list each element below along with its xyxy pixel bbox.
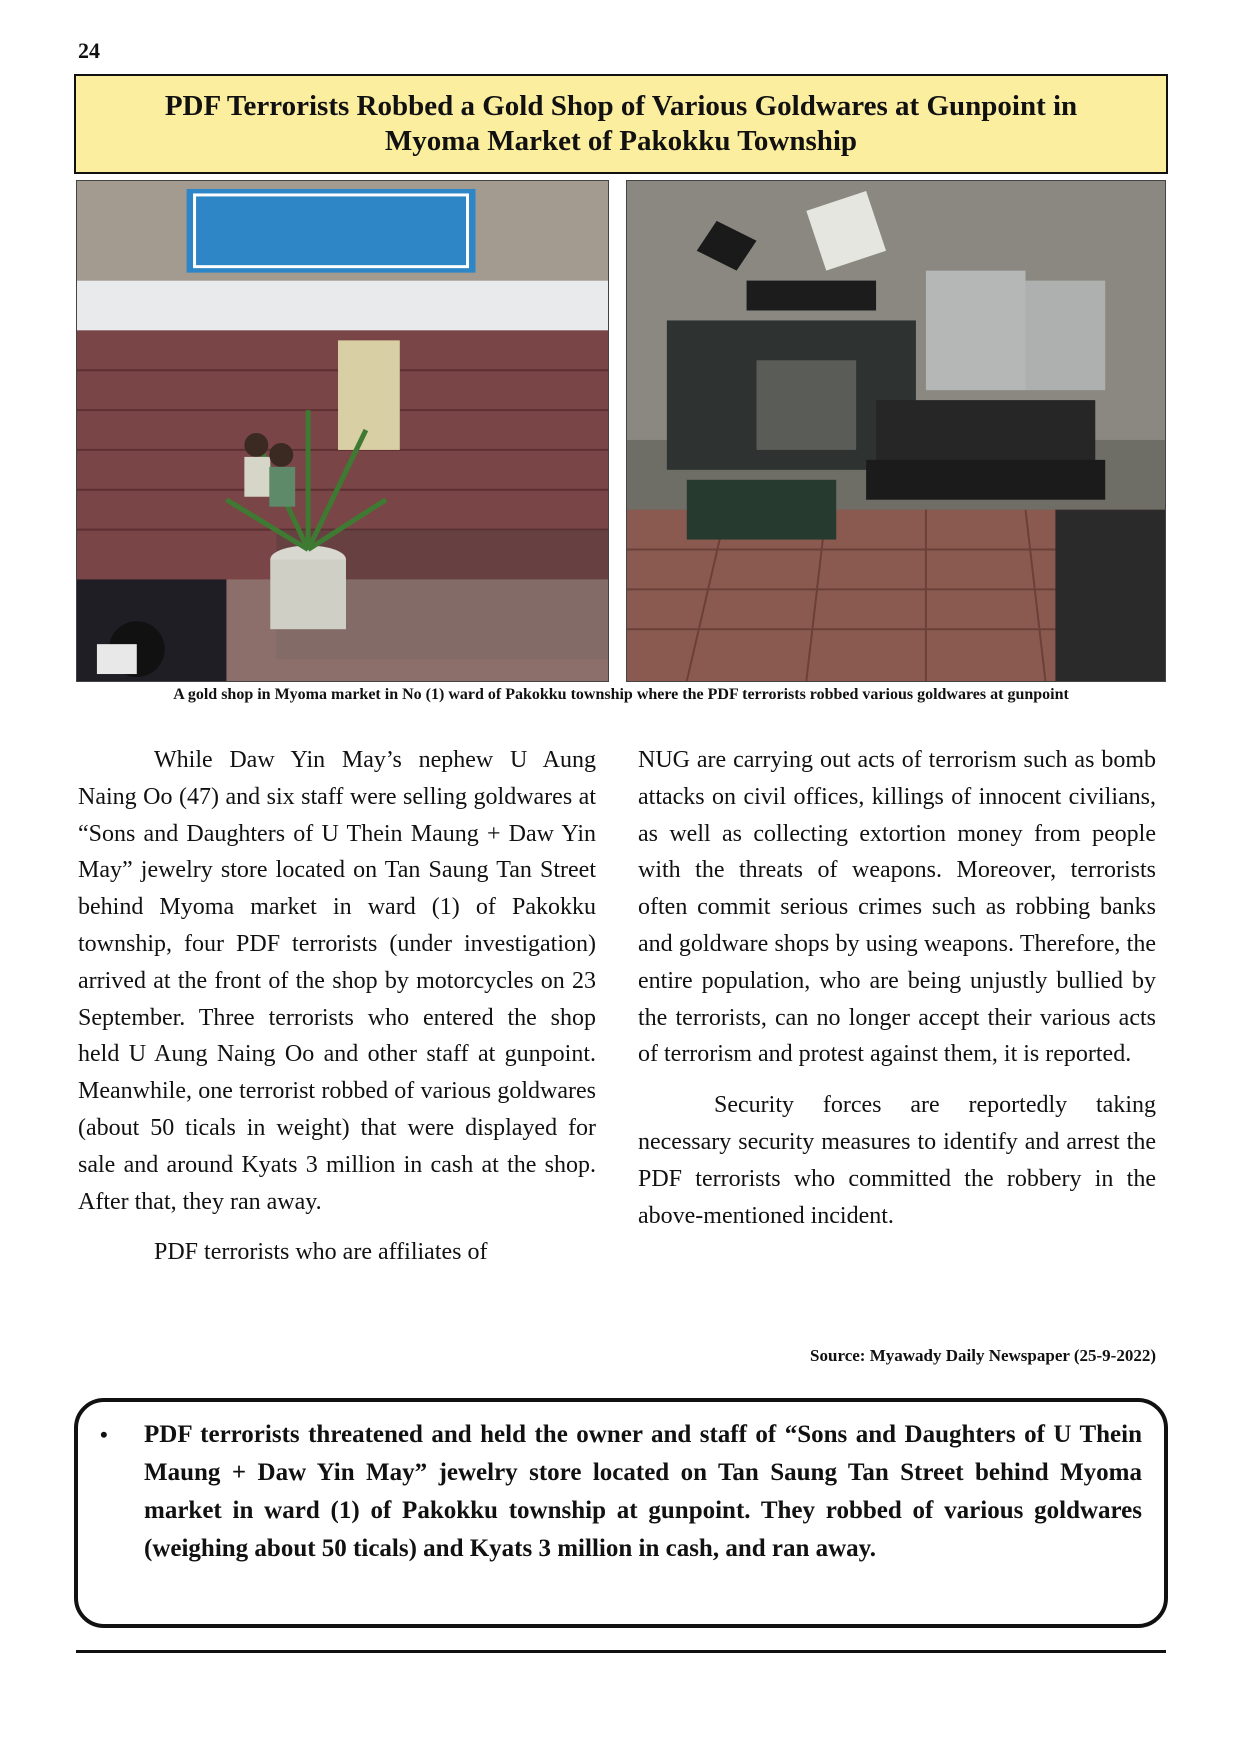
summary-box	[74, 1398, 1168, 1628]
article-column-right	[638, 742, 1156, 1234]
article-paragraph-1: While Daw Yin May’s nephew U Aung Naing Oo (47) and six staff were selling goldwares at “Sons and Daughters of U Thein Maung + Daw Yin May” jewelry store located on Tan Saung Tan Street behind Myoma market in ward (1) of Pakokku township, four PDF terrorists (under investigation) arrived at the front of the shop by motorcycles on 23 September. Three terrorists who entered the shop held U Aung Naing Oo and other staff at gunpoint. Meanwhile, one terrorist robbed of various goldwares (about 50 ticals in weight) that were displayed for sale and around Kyats 3 million in cash at the shop. After that, they ran away.	[78, 747, 596, 1215]
summary-item	[100, 1416, 1142, 1568]
article-paragraph-3: Security forces are reportedly taking necessary security measures to identify and arrest the PDF terrorists who committed the robbery in the above-mentioned incident.	[638, 1092, 1156, 1229]
headline: PDF Terrorists Robbed a Gold Shop of Various Goldwares at Gunpoint in Myoma Market of Pakokku Township	[164, 90, 1078, 157]
article-paragraph-2-start: PDF terrorists who are affiliates of	[154, 1239, 488, 1266]
bullet-icon: •	[100, 1422, 108, 1447]
source-credit: Source: Myawady Daily Newspaper (25-9-2022)	[810, 1346, 1156, 1365]
storefront-illustration	[77, 181, 608, 681]
article-column-left	[78, 742, 596, 1271]
gold-shop-storefront-photo	[76, 180, 609, 682]
page-number: 24	[78, 38, 100, 63]
photo-caption: A gold shop in Myoma market in No (1) ward of Pakokku township where the PDF terrorists robbed various goldwares at gunpoint	[173, 686, 1069, 703]
headline-box	[74, 74, 1168, 174]
summary-text: PDF terrorists threatened and held the owner and staff of “Sons and Daughters of U Thein Maung + Daw Yin May” jewelry store located on Tan Saung Tan Street behind Myoma market in ward (1) of Pakokku township at gunpoint. They robbed of various goldwares (weighing about 50 ticals) and Kyats 3 million in cash, and ran away.	[144, 1421, 1142, 1562]
interior-illustration	[627, 181, 1165, 681]
article-paragraph-2-continued: NUG are carrying out acts of terrorism such as bomb attacks on civil offices, killings of innocent civilians, as well as collecting extortion money from people with the threats of weapons. Moreover, terrorists often commit serious crimes such as robbing banks and goldware shops by using weapons. Therefore, the entire population, who are being unjustly bullied by the terrorists, can no longer accept their various acts of terrorism and protest against them, it is reported.	[638, 747, 1156, 1068]
footer-divider	[76, 1650, 1166, 1653]
robbed-shop-interior-photo	[626, 180, 1166, 682]
